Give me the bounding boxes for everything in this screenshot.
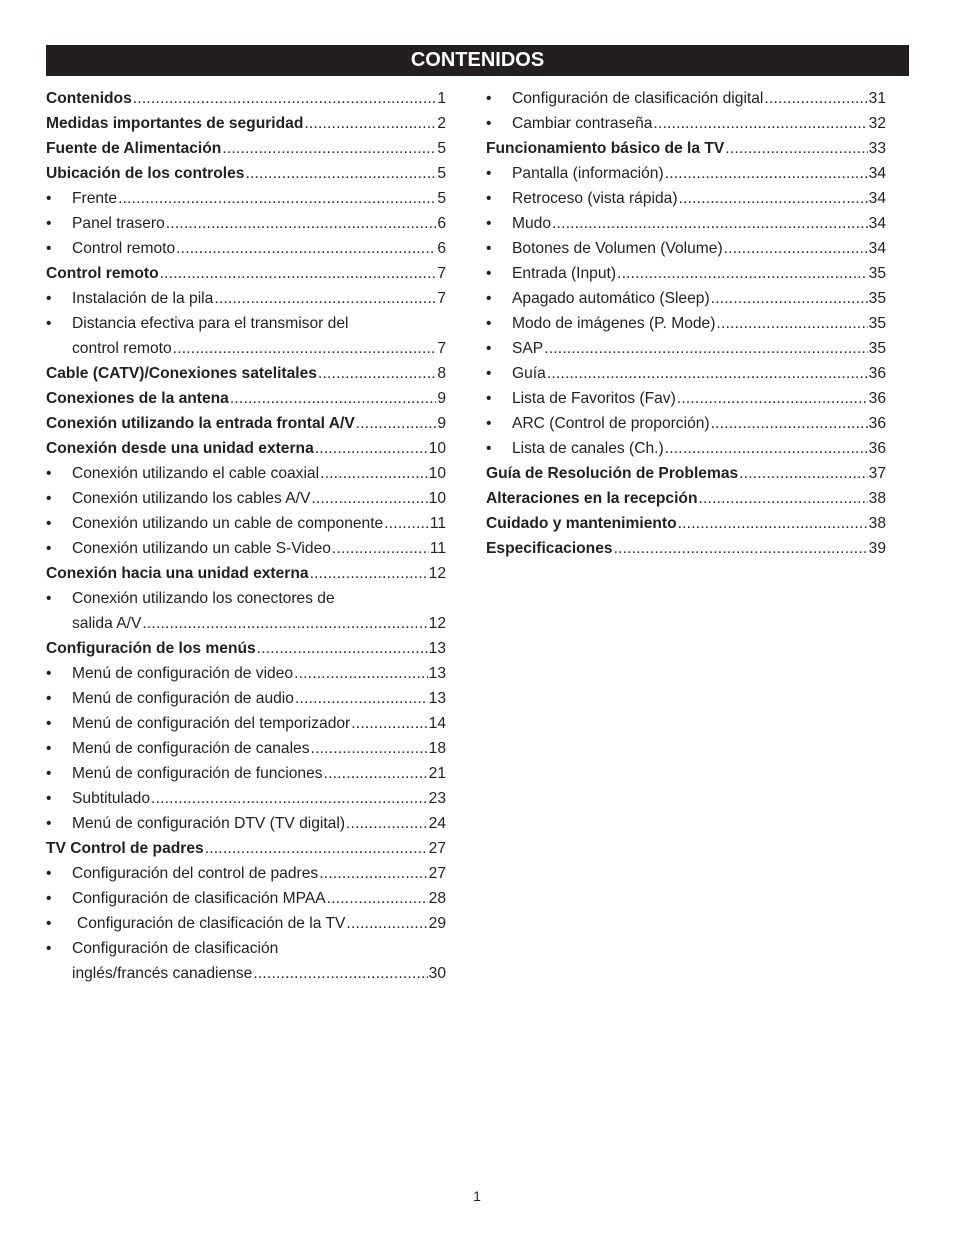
dot-leader [331, 536, 429, 561]
toc-subsection-entry[interactable] [486, 236, 886, 261]
toc-entry-title: Contenidos [46, 90, 132, 107]
bullet: • [46, 240, 52, 257]
toc-entry-title: Guía [512, 365, 546, 382]
bullet: • [486, 215, 492, 232]
toc-page-number: 8 [437, 365, 446, 382]
toc-section-entry[interactable] [46, 436, 446, 461]
toc-page-number: 10 [428, 440, 446, 457]
toc-column-left [46, 86, 446, 986]
dot-leader [150, 786, 428, 811]
toc-section-entry[interactable] [46, 636, 446, 661]
dot-leader [616, 261, 868, 286]
toc-page-number: 21 [428, 765, 446, 782]
toc-page-number: 32 [868, 115, 886, 132]
toc-subsection-entry[interactable] [486, 361, 886, 386]
toc-entry-title: Cuidado y mantenimiento [486, 515, 677, 532]
bullet: • [46, 515, 52, 532]
toc-entry-title: Control remoto [72, 240, 176, 257]
toc-page-number: 10 [428, 465, 446, 482]
toc-section-entry[interactable] [46, 111, 446, 136]
toc-section-entry[interactable] [46, 361, 446, 386]
toc-section-entry[interactable] [486, 511, 886, 536]
toc-section-entry[interactable] [486, 461, 886, 486]
toc-subsection-entry[interactable] [486, 261, 886, 286]
toc-entry-title: Frente [72, 190, 118, 207]
toc-page-number: 31 [868, 90, 886, 107]
dot-leader [159, 261, 437, 286]
toc-page-number: 11 [429, 540, 446, 557]
toc-entry-title: Instalación de la pila [72, 290, 214, 307]
toc-page-number: 38 [868, 515, 886, 532]
toc-entry-title: Funcionamiento básico de la TV [486, 140, 725, 157]
bullet: • [46, 815, 52, 832]
page-number: 1 [473, 1188, 481, 1204]
toc-entry-title: Retroceso (vista rápida) [512, 190, 678, 207]
dot-leader [318, 861, 427, 886]
toc-entry-title: Menú de configuración del temporizador [72, 715, 351, 732]
toc-subsection-entry[interactable] [486, 211, 886, 236]
toc-section-entry[interactable] [46, 386, 446, 411]
toc-subsection-entry[interactable] [486, 411, 886, 436]
toc-entry-title: Configuración de clasificación [72, 940, 279, 957]
dot-leader [317, 361, 436, 386]
toc-entry-title: Lista de Favoritos (Fav) [512, 390, 676, 407]
toc-entry-title: Cambiar contraseña [512, 115, 653, 132]
toc-entry-title: Pantalla (información) [512, 165, 664, 182]
bullet: • [46, 290, 52, 307]
toc-entry-continuation[interactable] [46, 336, 446, 361]
toc-entry-title: Entrada (Input) [512, 265, 617, 282]
bullet: • [486, 190, 492, 207]
toc-subsection-entry[interactable] [46, 736, 446, 761]
toc-subsection-entry[interactable] [46, 511, 446, 536]
toc-section-entry[interactable] [46, 561, 446, 586]
dot-leader [141, 611, 427, 636]
dot-leader [303, 111, 436, 136]
dot-leader [546, 361, 868, 386]
toc-page-number: 29 [428, 915, 446, 932]
toc-entry-continuation[interactable] [46, 611, 446, 636]
toc-entry-title: Conexiones de la antena [46, 390, 229, 407]
bullet: • [486, 315, 492, 332]
toc-entry-title: Mudo [512, 215, 552, 232]
toc-page-number: 7 [437, 265, 446, 282]
toc-page-number: 35 [868, 340, 886, 357]
bullet: • [46, 315, 52, 332]
dot-leader [256, 636, 428, 661]
dot-leader [355, 411, 437, 436]
dot-leader [252, 961, 427, 986]
bullet: • [486, 390, 492, 407]
toc-entry-title: Fuente de Alimentación [46, 140, 222, 157]
toc-subsection-entry[interactable] [46, 786, 446, 811]
toc-entry-title: Distancia efectiva para el transmisor del [72, 315, 349, 332]
toc-subsection-entry[interactable] [46, 461, 446, 486]
toc-page-number: 5 [437, 140, 446, 157]
toc-entry-title-continued: inglés/francés canadiense [72, 965, 253, 982]
toc-entry-title: Menú de configuración de audio [72, 690, 294, 707]
toc-page-number: 5 [437, 165, 446, 182]
toc-entry-title: ARC (Control de proporción) [512, 415, 710, 432]
dot-leader [294, 686, 428, 711]
bullet: • [486, 115, 492, 132]
toc-page-number: 9 [437, 415, 446, 432]
toc-page-number: 38 [868, 490, 886, 507]
toc-page-number: 36 [868, 415, 886, 432]
toc-entry-title: Conexión hacia una unidad externa [46, 565, 309, 582]
dot-leader [678, 186, 868, 211]
dot-leader [310, 736, 428, 761]
toc-subsection-entry[interactable] [486, 386, 886, 411]
toc-section-entry[interactable] [46, 86, 446, 111]
bullet: • [46, 540, 52, 557]
bullet: • [486, 440, 492, 457]
bullet: • [46, 690, 52, 707]
toc-page-number: 6 [437, 240, 446, 257]
bullet: • [46, 490, 52, 507]
dot-leader [697, 486, 867, 511]
bullet: • [46, 740, 52, 757]
toc-subsection-entry[interactable] [46, 586, 446, 611]
toc-subsection-entry[interactable] [486, 311, 886, 336]
bullet: • [486, 90, 492, 107]
toc-entry-title: Botones de Volumen (Volume) [512, 240, 723, 257]
toc-subsection-entry[interactable] [46, 186, 446, 211]
toc-entry-title: Conexión utilizando un cable S-Video [72, 540, 331, 557]
toc-page-number: 35 [868, 315, 886, 332]
toc-page-number: 18 [428, 740, 446, 757]
toc-subsection-entry[interactable] [46, 886, 446, 911]
dot-leader [293, 661, 428, 686]
toc-section-entry[interactable] [46, 136, 446, 161]
toc-page-number: 12 [428, 565, 446, 582]
toc-entry-title: Menú de configuración de funciones [72, 765, 323, 782]
dot-leader [738, 461, 867, 486]
dot-leader [319, 461, 428, 486]
toc-page-number: 34 [868, 240, 886, 257]
bullet: • [486, 265, 492, 282]
toc-entry-title: Configuración de clasificación digital [512, 90, 764, 107]
toc-entry-title: Ubicación de los controles [46, 165, 245, 182]
toc-entry-title: Lista de canales (Ch.) [512, 440, 664, 457]
toc-entry-title: Alteraciones en la recepción [486, 490, 698, 507]
bullet: • [46, 215, 52, 232]
toc-entry-title: Conexión utilizando un cable de componente [72, 515, 384, 532]
toc-page-number: 13 [428, 690, 446, 707]
toc-section-entry[interactable] [46, 161, 446, 186]
dot-leader [613, 536, 868, 561]
dot-leader [715, 311, 867, 336]
toc-entry-title: Subtitulado [72, 790, 151, 807]
dot-leader [229, 386, 436, 411]
dot-leader [345, 911, 427, 936]
toc-entry-title: Panel trasero [72, 215, 165, 232]
dot-leader [676, 386, 868, 411]
toc-entry-title: Configuración de clasificación MPAA [72, 890, 326, 907]
dot-leader [323, 761, 428, 786]
toc-page-number: 33 [868, 140, 886, 157]
toc-page-number: 2 [437, 115, 446, 132]
toc-page-number: 9 [437, 390, 446, 407]
toc-subsection-entry[interactable] [486, 286, 886, 311]
toc-entry-title: Modo de imágenes (P. Mode) [512, 315, 716, 332]
bullet: • [46, 915, 52, 932]
toc-entry-title: Conexión utilizando la entrada frontal A/V [46, 415, 355, 432]
dot-leader [309, 561, 428, 586]
toc-entry-title: Menú de configuración de video [72, 665, 294, 682]
toc-subsection-entry[interactable] [46, 936, 446, 961]
toc-subsection-entry[interactable] [486, 86, 886, 111]
toc-entry-continuation[interactable] [46, 961, 446, 986]
toc-entry-title-continued: control remoto [72, 340, 172, 357]
toc-subsection-entry[interactable] [46, 211, 446, 236]
toc-section-entry[interactable] [486, 536, 886, 561]
toc-entry-title: Conexión desde una unidad externa [46, 440, 314, 457]
toc-page-number: 12 [428, 615, 446, 632]
dot-leader [132, 86, 437, 111]
toc-subsection-entry[interactable] [46, 236, 446, 261]
toc-page-number: 34 [868, 165, 886, 182]
toc-page-number: 36 [868, 440, 886, 457]
toc-page-number: 7 [437, 290, 446, 307]
dot-leader [172, 336, 437, 361]
bullet: • [486, 165, 492, 182]
toc-entry-title: Configuración de clasificación de la TV [77, 915, 346, 932]
toc-page-number: 14 [428, 715, 446, 732]
dot-leader [314, 436, 428, 461]
toc-page-number: 1 [437, 90, 446, 107]
toc-page-number: 23 [428, 790, 446, 807]
toc-entry-title: Medidas importantes de seguridad [46, 115, 304, 132]
toc-subsection-entry[interactable] [46, 711, 446, 736]
dot-leader [117, 186, 436, 211]
toc-entry-title: Apagado automático (Sleep) [512, 290, 710, 307]
toc-entry-title: Menú de configuración DTV (TV digital) [72, 815, 346, 832]
bullet: • [486, 365, 492, 382]
toc-page-number: 11 [429, 515, 446, 532]
toc-entry-title: Cable (CATV)/Conexiones satelitales [46, 365, 317, 382]
toc-page-number: 39 [868, 540, 886, 557]
toc-entry-title: Conexión utilizando los cables A/V [72, 490, 311, 507]
toc-subsection-entry[interactable] [46, 811, 446, 836]
toc-page-number: 36 [868, 365, 886, 382]
toc-subsection-entry[interactable] [46, 536, 446, 561]
bullet: • [486, 340, 492, 357]
dot-leader [383, 511, 429, 536]
toc-entry-title: Guía de Resolución de Problemas [486, 465, 739, 482]
bullet: • [46, 190, 52, 207]
dot-leader [710, 411, 868, 436]
dot-leader [204, 836, 428, 861]
page-title: CONTENIDOS [46, 45, 909, 76]
bullet: • [46, 715, 52, 732]
dot-leader [221, 136, 436, 161]
bullet: • [46, 465, 52, 482]
bullet: • [46, 765, 52, 782]
toc-subsection-entry[interactable] [486, 186, 886, 211]
toc-subsection-entry[interactable] [46, 686, 446, 711]
toc-entry-title: TV Control de padres [46, 840, 204, 857]
dot-leader [213, 286, 436, 311]
dot-leader [551, 211, 868, 236]
dot-leader [350, 711, 427, 736]
dot-leader [677, 511, 868, 536]
toc-page-number: 13 [428, 665, 446, 682]
toc-page-number: 36 [868, 390, 886, 407]
toc-subsection-entry[interactable] [46, 311, 446, 336]
dot-leader [723, 236, 868, 261]
toc-section-entry[interactable] [46, 411, 446, 436]
toc-entry-title: Menú de configuración de canales [72, 740, 310, 757]
dot-leader [165, 211, 437, 236]
toc-page-number: 28 [428, 890, 446, 907]
toc-page-number: 27 [428, 840, 446, 857]
toc-subsection-entry[interactable] [486, 111, 886, 136]
dot-leader [326, 886, 428, 911]
toc-section-entry[interactable] [486, 136, 886, 161]
toc-column-right [486, 86, 886, 561]
dot-leader [543, 336, 867, 361]
toc-subsection-entry[interactable] [46, 761, 446, 786]
bullet: • [46, 940, 52, 957]
toc-section-entry[interactable] [46, 261, 446, 286]
toc-page-number: 5 [437, 190, 446, 207]
toc-entry-title: Configuración de los menús [46, 640, 256, 657]
toc-page-number: 37 [868, 465, 886, 482]
toc-page-number: 27 [428, 865, 446, 882]
toc-subsection-entry[interactable] [486, 336, 886, 361]
toc-page-number: 7 [437, 340, 446, 357]
dot-leader [763, 86, 867, 111]
toc-entry-title: SAP [512, 340, 544, 357]
toc-entry-title: Configuración del control de padres [72, 865, 319, 882]
bullet: • [46, 865, 52, 882]
toc-subsection-entry[interactable] [46, 486, 446, 511]
dot-leader [724, 136, 867, 161]
toc-page-number: 24 [428, 815, 446, 832]
dot-leader [310, 486, 427, 511]
dot-leader [652, 111, 867, 136]
toc-page-number: 10 [428, 490, 446, 507]
toc-page-number: 34 [868, 215, 886, 232]
bullet: • [486, 415, 492, 432]
dot-leader [175, 236, 436, 261]
bullet: • [486, 240, 492, 257]
toc-entry-title-continued: salida A/V [72, 615, 142, 632]
bullet: • [46, 590, 52, 607]
bullet: • [46, 665, 52, 682]
bullet: • [486, 290, 492, 307]
toc-section-entry[interactable] [46, 836, 446, 861]
toc-entry-title: Especificaciones [486, 540, 613, 557]
toc-page-number: 34 [868, 190, 886, 207]
bullet: • [46, 890, 52, 907]
toc-subsection-entry[interactable] [46, 286, 446, 311]
toc-subsection-entry[interactable] [486, 161, 886, 186]
toc-page-number: 30 [428, 965, 446, 982]
dot-leader [244, 161, 436, 186]
dot-leader [664, 161, 868, 186]
toc-entry-title: Control remoto [46, 265, 159, 282]
toc-page-number: 13 [428, 640, 446, 657]
toc-subsection-entry[interactable] [46, 661, 446, 686]
toc-subsection-entry[interactable] [46, 861, 446, 886]
dot-leader [664, 436, 868, 461]
toc-page-number: 6 [437, 215, 446, 232]
toc-subsection-entry[interactable] [46, 911, 446, 936]
bullet: • [46, 790, 52, 807]
toc-subsection-entry[interactable] [486, 436, 886, 461]
toc-entry-title: Conexión utilizando el cable coaxial [72, 465, 320, 482]
toc-section-entry[interactable] [486, 486, 886, 511]
toc-page-number: 35 [868, 290, 886, 307]
toc-page-number: 35 [868, 265, 886, 282]
toc-entry-title: Conexión utilizando los conectores de [72, 590, 335, 607]
dot-leader [345, 811, 428, 836]
dot-leader [710, 286, 868, 311]
